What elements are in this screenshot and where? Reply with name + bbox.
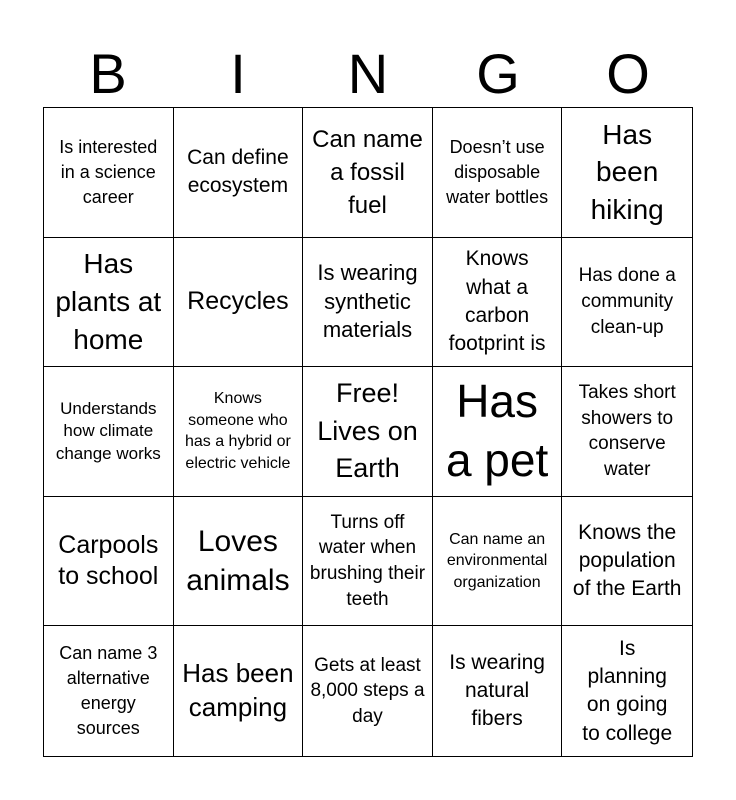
header-letter-i: I bbox=[230, 42, 246, 105]
bingo-cell-r1c2[interactable] bbox=[174, 108, 304, 238]
bingo-cell-r2c1[interactable] bbox=[44, 238, 174, 368]
cell-text: Has plants at home bbox=[55, 248, 162, 355]
cell-text: Is wearing synthetic materials bbox=[317, 260, 418, 343]
cell-text: Recycles bbox=[187, 287, 289, 316]
cell-text: Turns off water when brushing their teeth bbox=[309, 511, 426, 610]
cell-text: Knows what a carbon footprint is bbox=[448, 247, 546, 356]
cell-text: Has been hiking bbox=[590, 118, 664, 226]
bingo-cell-r5c5[interactable] bbox=[562, 626, 692, 756]
bingo-cell-r3c1[interactable] bbox=[44, 367, 174, 497]
bingo-cell-r2c5[interactable] bbox=[562, 238, 692, 368]
cell-text: Is interested in a science career bbox=[59, 136, 158, 207]
bingo-cell-r1c1[interactable] bbox=[44, 108, 174, 238]
bingo-cell-r4c2[interactable] bbox=[174, 497, 304, 627]
bingo-cell-r3c2[interactable] bbox=[174, 367, 304, 497]
cell-text: Is wearing natural fibers bbox=[449, 650, 545, 731]
cell-text: Gets at least 8,000 steps a day bbox=[310, 654, 425, 728]
cell-text: Loves animals bbox=[186, 525, 290, 598]
bingo-cell-r1c4[interactable] bbox=[433, 108, 563, 238]
bingo-cell-r5c1[interactable] bbox=[44, 626, 174, 756]
bingo-cell-r2c2[interactable] bbox=[174, 238, 304, 368]
cell-text: Free! Lives on Earth bbox=[317, 377, 418, 484]
cell-text: Is planning on going to college bbox=[582, 636, 673, 745]
bingo-cell-r3c5[interactable] bbox=[562, 367, 692, 497]
bingo-cell-r5c2[interactable] bbox=[174, 626, 304, 756]
bingo-cell-r1c5[interactable] bbox=[562, 108, 692, 238]
bingo-cell-r4c3[interactable] bbox=[303, 497, 433, 627]
bingo-cell-r1c3[interactable] bbox=[303, 108, 433, 238]
cell-text: Can name an environmental organization bbox=[446, 530, 548, 591]
cell-text: Doesn’t use disposable water bottles bbox=[446, 136, 549, 207]
cell-text: Has done a community clean-up bbox=[578, 265, 676, 338]
cell-text: Can define ecosystem bbox=[187, 145, 289, 198]
bingo-cell-r2c3[interactable] bbox=[303, 238, 433, 368]
bingo-cell-r3c3[interactable] bbox=[303, 367, 433, 497]
cell-text: Understands how climate change works bbox=[55, 398, 161, 463]
header-letter-o: O bbox=[606, 42, 650, 105]
cell-text: Has a pet bbox=[445, 374, 549, 487]
header-letter-g: G bbox=[476, 42, 520, 105]
bingo-cell-r5c4[interactable] bbox=[433, 626, 563, 756]
header-letter-n: N bbox=[347, 42, 389, 105]
cell-text: Carpools to school bbox=[58, 530, 159, 591]
bingo-board bbox=[43, 107, 693, 757]
bingo-cell-r2c4[interactable] bbox=[433, 238, 563, 368]
header-letter-b: B bbox=[89, 42, 127, 105]
cell-text: Knows the population of the Earth bbox=[572, 520, 682, 601]
bingo-cell-r4c1[interactable] bbox=[44, 497, 174, 627]
cell-text: Can name 3 alternative energy sources bbox=[59, 642, 158, 739]
bingo-header bbox=[43, 40, 693, 108]
bingo-cell-r3c4[interactable] bbox=[433, 367, 563, 497]
bingo-cell-r5c3[interactable] bbox=[303, 626, 433, 756]
cell-text: Takes short showers to conserve water bbox=[578, 382, 676, 481]
cell-text: Knows someone who has a hybrid or electric vehicle bbox=[184, 390, 291, 473]
bingo-cell-r4c4[interactable] bbox=[433, 497, 563, 627]
cell-text: Can name a fossil fuel bbox=[312, 125, 423, 219]
bingo-cell-r4c5[interactable] bbox=[562, 497, 692, 627]
cell-text: Has been camping bbox=[182, 658, 294, 723]
